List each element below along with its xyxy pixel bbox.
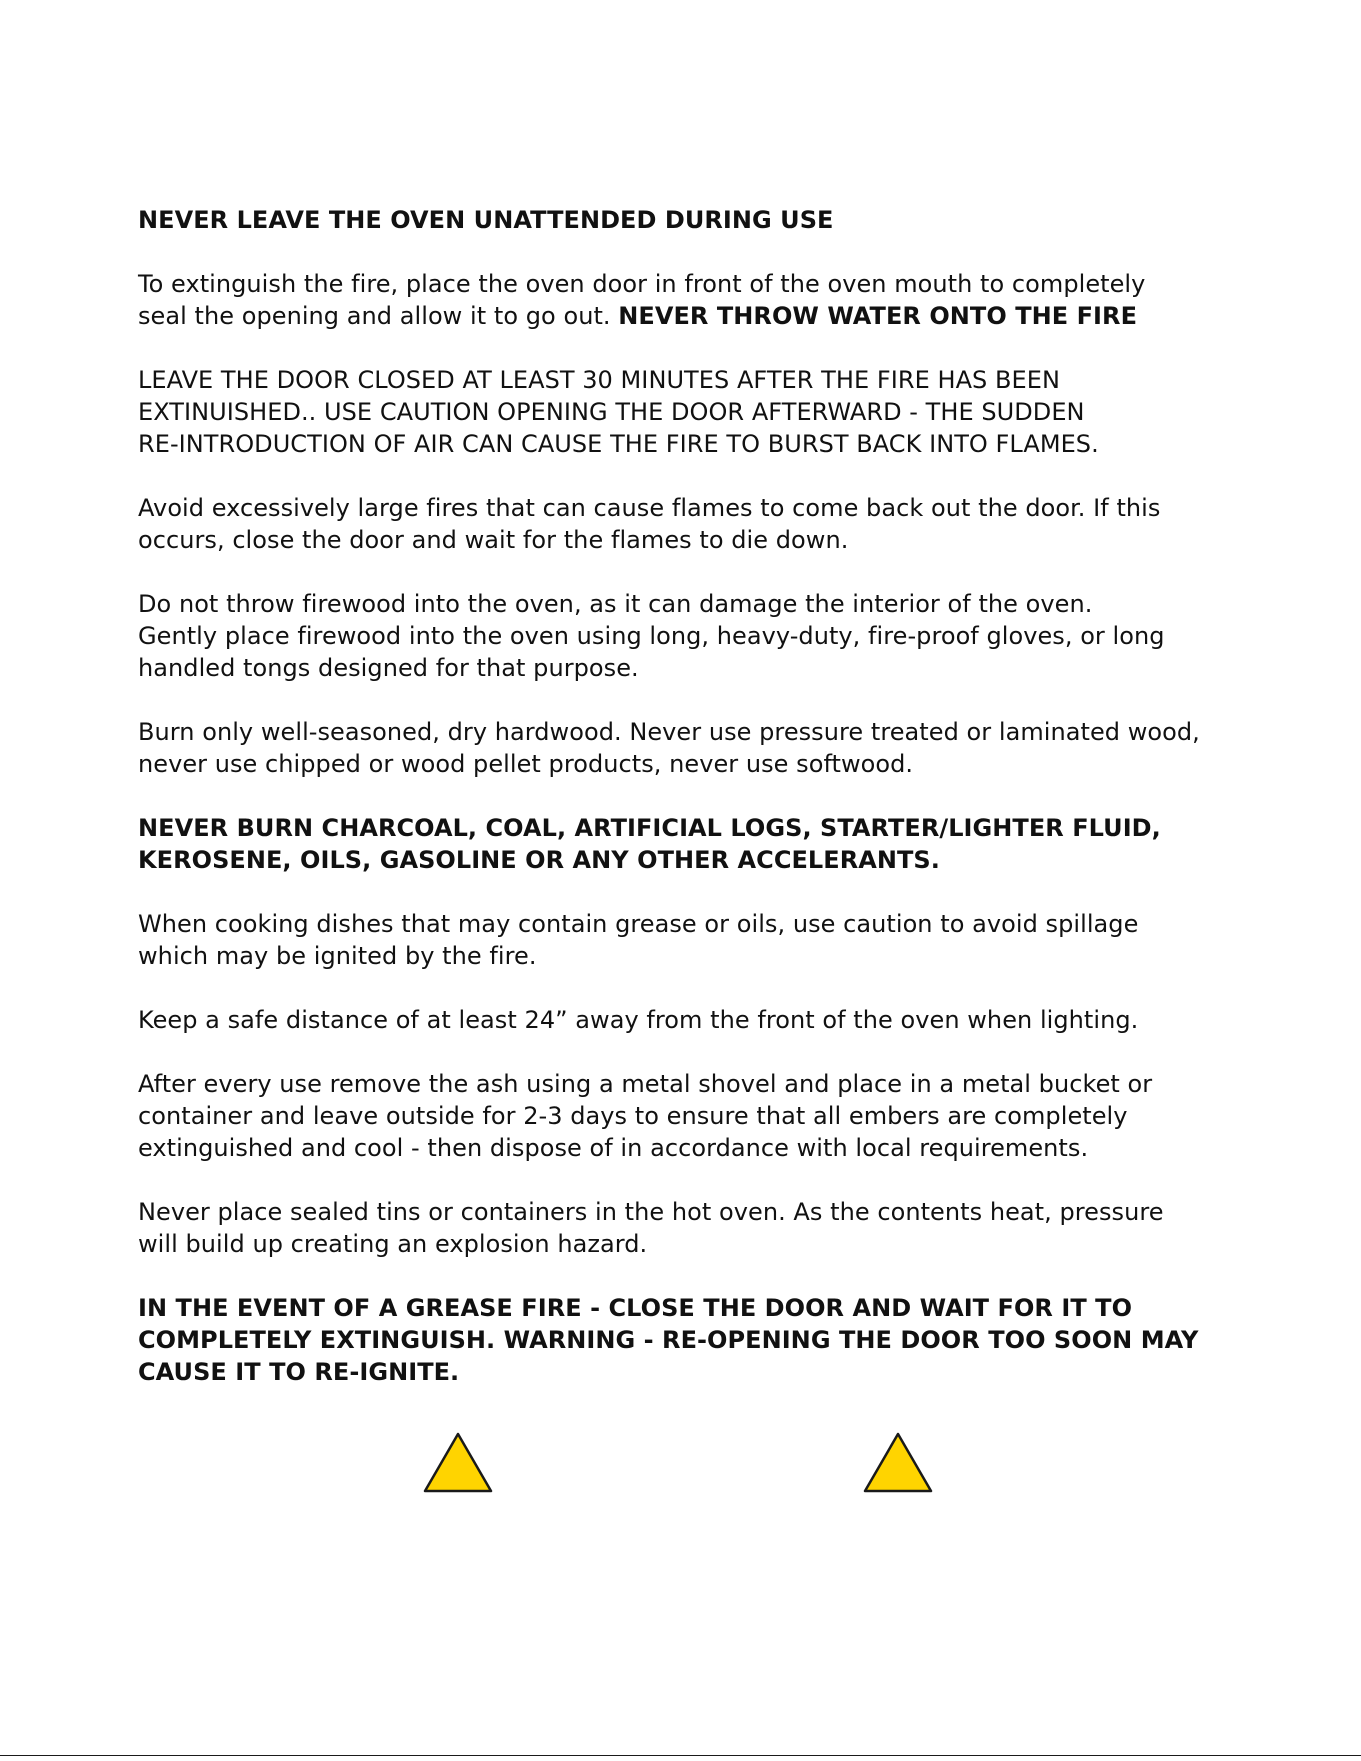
text-line xyxy=(138,396,1278,428)
safety-instructions xyxy=(138,204,1278,1420)
text-line xyxy=(138,524,1278,556)
body-text: Do not throw firewood into the oven, as it can damage the interior of the oven. xyxy=(138,590,1093,618)
body-text: EXTINUISHED.. USE CAUTION OPENING THE DOOR AFTERWARD - THE SUDDEN xyxy=(138,398,1085,426)
text-line xyxy=(138,1004,1278,1036)
body-text: never use chipped or wood pellet products, never use softwood. xyxy=(138,750,914,778)
text-line xyxy=(138,268,1278,300)
paragraph-ash xyxy=(138,1068,1278,1164)
body-text: seal the opening and allow it to go out. xyxy=(138,302,619,330)
body-text: handled tongs designed for that purpose. xyxy=(138,654,639,682)
body-text: which may be ignited by the fire. xyxy=(138,942,537,970)
text-line xyxy=(138,204,1278,236)
text-line xyxy=(138,1292,1278,1324)
body-text: extinguished and cool - then dispose of in accordance with local requirements. xyxy=(138,1134,1089,1162)
bold-text: NEVER BURN CHARCOAL, COAL, ARTIFICIAL LOGS, STARTER/LIGHTER FLUID, xyxy=(138,814,1161,842)
text-line xyxy=(138,812,1278,844)
paragraph-accelerants xyxy=(138,812,1278,876)
text-line xyxy=(138,716,1278,748)
body-text: Avoid excessively large fires that can cause flames to come back out the door. If this xyxy=(138,494,1161,522)
body-text: container and leave outside for 2-3 days to ensure that all embers are completely xyxy=(138,1102,1128,1130)
text-line xyxy=(138,428,1278,460)
text-line xyxy=(138,748,1278,780)
body-text: Never place sealed tins or containers in the hot oven. As the contents heat, pressure xyxy=(138,1198,1164,1226)
paragraph-extinguish xyxy=(138,268,1278,332)
body-text: will build up creating an explosion hazard. xyxy=(138,1230,648,1258)
text-line xyxy=(138,1100,1278,1132)
text-line xyxy=(138,908,1278,940)
text-line xyxy=(138,492,1278,524)
body-text: Keep a safe distance of at least 24” away from the front of the oven when lighting. xyxy=(138,1006,1139,1034)
bold-text: KEROSENE, OILS, GASOLINE OR ANY OTHER ACCELERANTS. xyxy=(138,846,940,874)
bold-text: NEVER LEAVE THE OVEN UNATTENDED DURING USE xyxy=(138,206,834,234)
body-text: RE-INTRODUCTION OF AIR CAN CAUSE THE FIRE TO BURST BACK INTO FLAMES. xyxy=(138,430,1099,458)
text-line xyxy=(138,1324,1278,1356)
body-text: After every use remove the ash using a metal shovel and place in a metal bucket or xyxy=(138,1070,1153,1098)
paragraph-distance xyxy=(138,1004,1278,1036)
body-text: When cooking dishes that may contain grease or oils, use caution to avoid spillage xyxy=(138,910,1139,938)
paragraph-hardwood xyxy=(138,716,1278,780)
text-line xyxy=(138,300,1278,332)
bold-text: IN THE EVENT OF A GREASE FIRE - CLOSE THE DOOR AND WAIT FOR IT TO xyxy=(138,1294,1133,1322)
bold-text: COMPLETELY EXTINGUISH. WARNING - RE-OPENING THE DOOR TOO SOON MAY xyxy=(138,1326,1199,1354)
paragraph-firewood xyxy=(138,588,1278,684)
text-line xyxy=(138,1228,1278,1260)
text-line xyxy=(138,1132,1278,1164)
text-line xyxy=(138,1356,1278,1388)
body-text: Burn only well-seasoned, dry hardwood. Never use pressure treated or laminated wood, xyxy=(138,718,1200,746)
paragraph-door-closed xyxy=(138,364,1278,460)
paragraph-grease-fire xyxy=(138,1292,1278,1388)
text-line xyxy=(138,940,1278,972)
body-text: occurs, close the door and wait for the flames to die down. xyxy=(138,526,849,554)
paragraph-grease xyxy=(138,908,1278,972)
paragraph-sealed-tins xyxy=(138,1196,1278,1260)
text-line xyxy=(138,652,1278,684)
bold-text: NEVER THROW WATER ONTO THE FIRE xyxy=(618,302,1138,330)
paragraph-large-fires xyxy=(138,492,1278,556)
text-line xyxy=(138,844,1278,876)
text-line xyxy=(138,364,1278,396)
page-bottom-rule xyxy=(0,1755,1361,1756)
text-line xyxy=(138,588,1278,620)
paragraph-unattended xyxy=(138,204,1278,236)
body-text: LEAVE THE DOOR CLOSED AT LEAST 30 MINUTES AFTER THE FIRE HAS BEEN xyxy=(138,366,1060,394)
body-text: Gently place firewood into the oven using long, heavy-duty, fire-proof gloves, or long xyxy=(138,622,1165,650)
text-line xyxy=(138,620,1278,652)
text-line xyxy=(138,1068,1278,1100)
body-text: To extinguish the fire, place the oven door in front of the oven mouth to completely xyxy=(138,270,1146,298)
warning-triangle-icon xyxy=(422,1431,494,1495)
warning-triangle-icon xyxy=(862,1431,934,1495)
text-line xyxy=(138,1196,1278,1228)
bold-text: CAUSE IT TO RE-IGNITE. xyxy=(138,1358,460,1386)
